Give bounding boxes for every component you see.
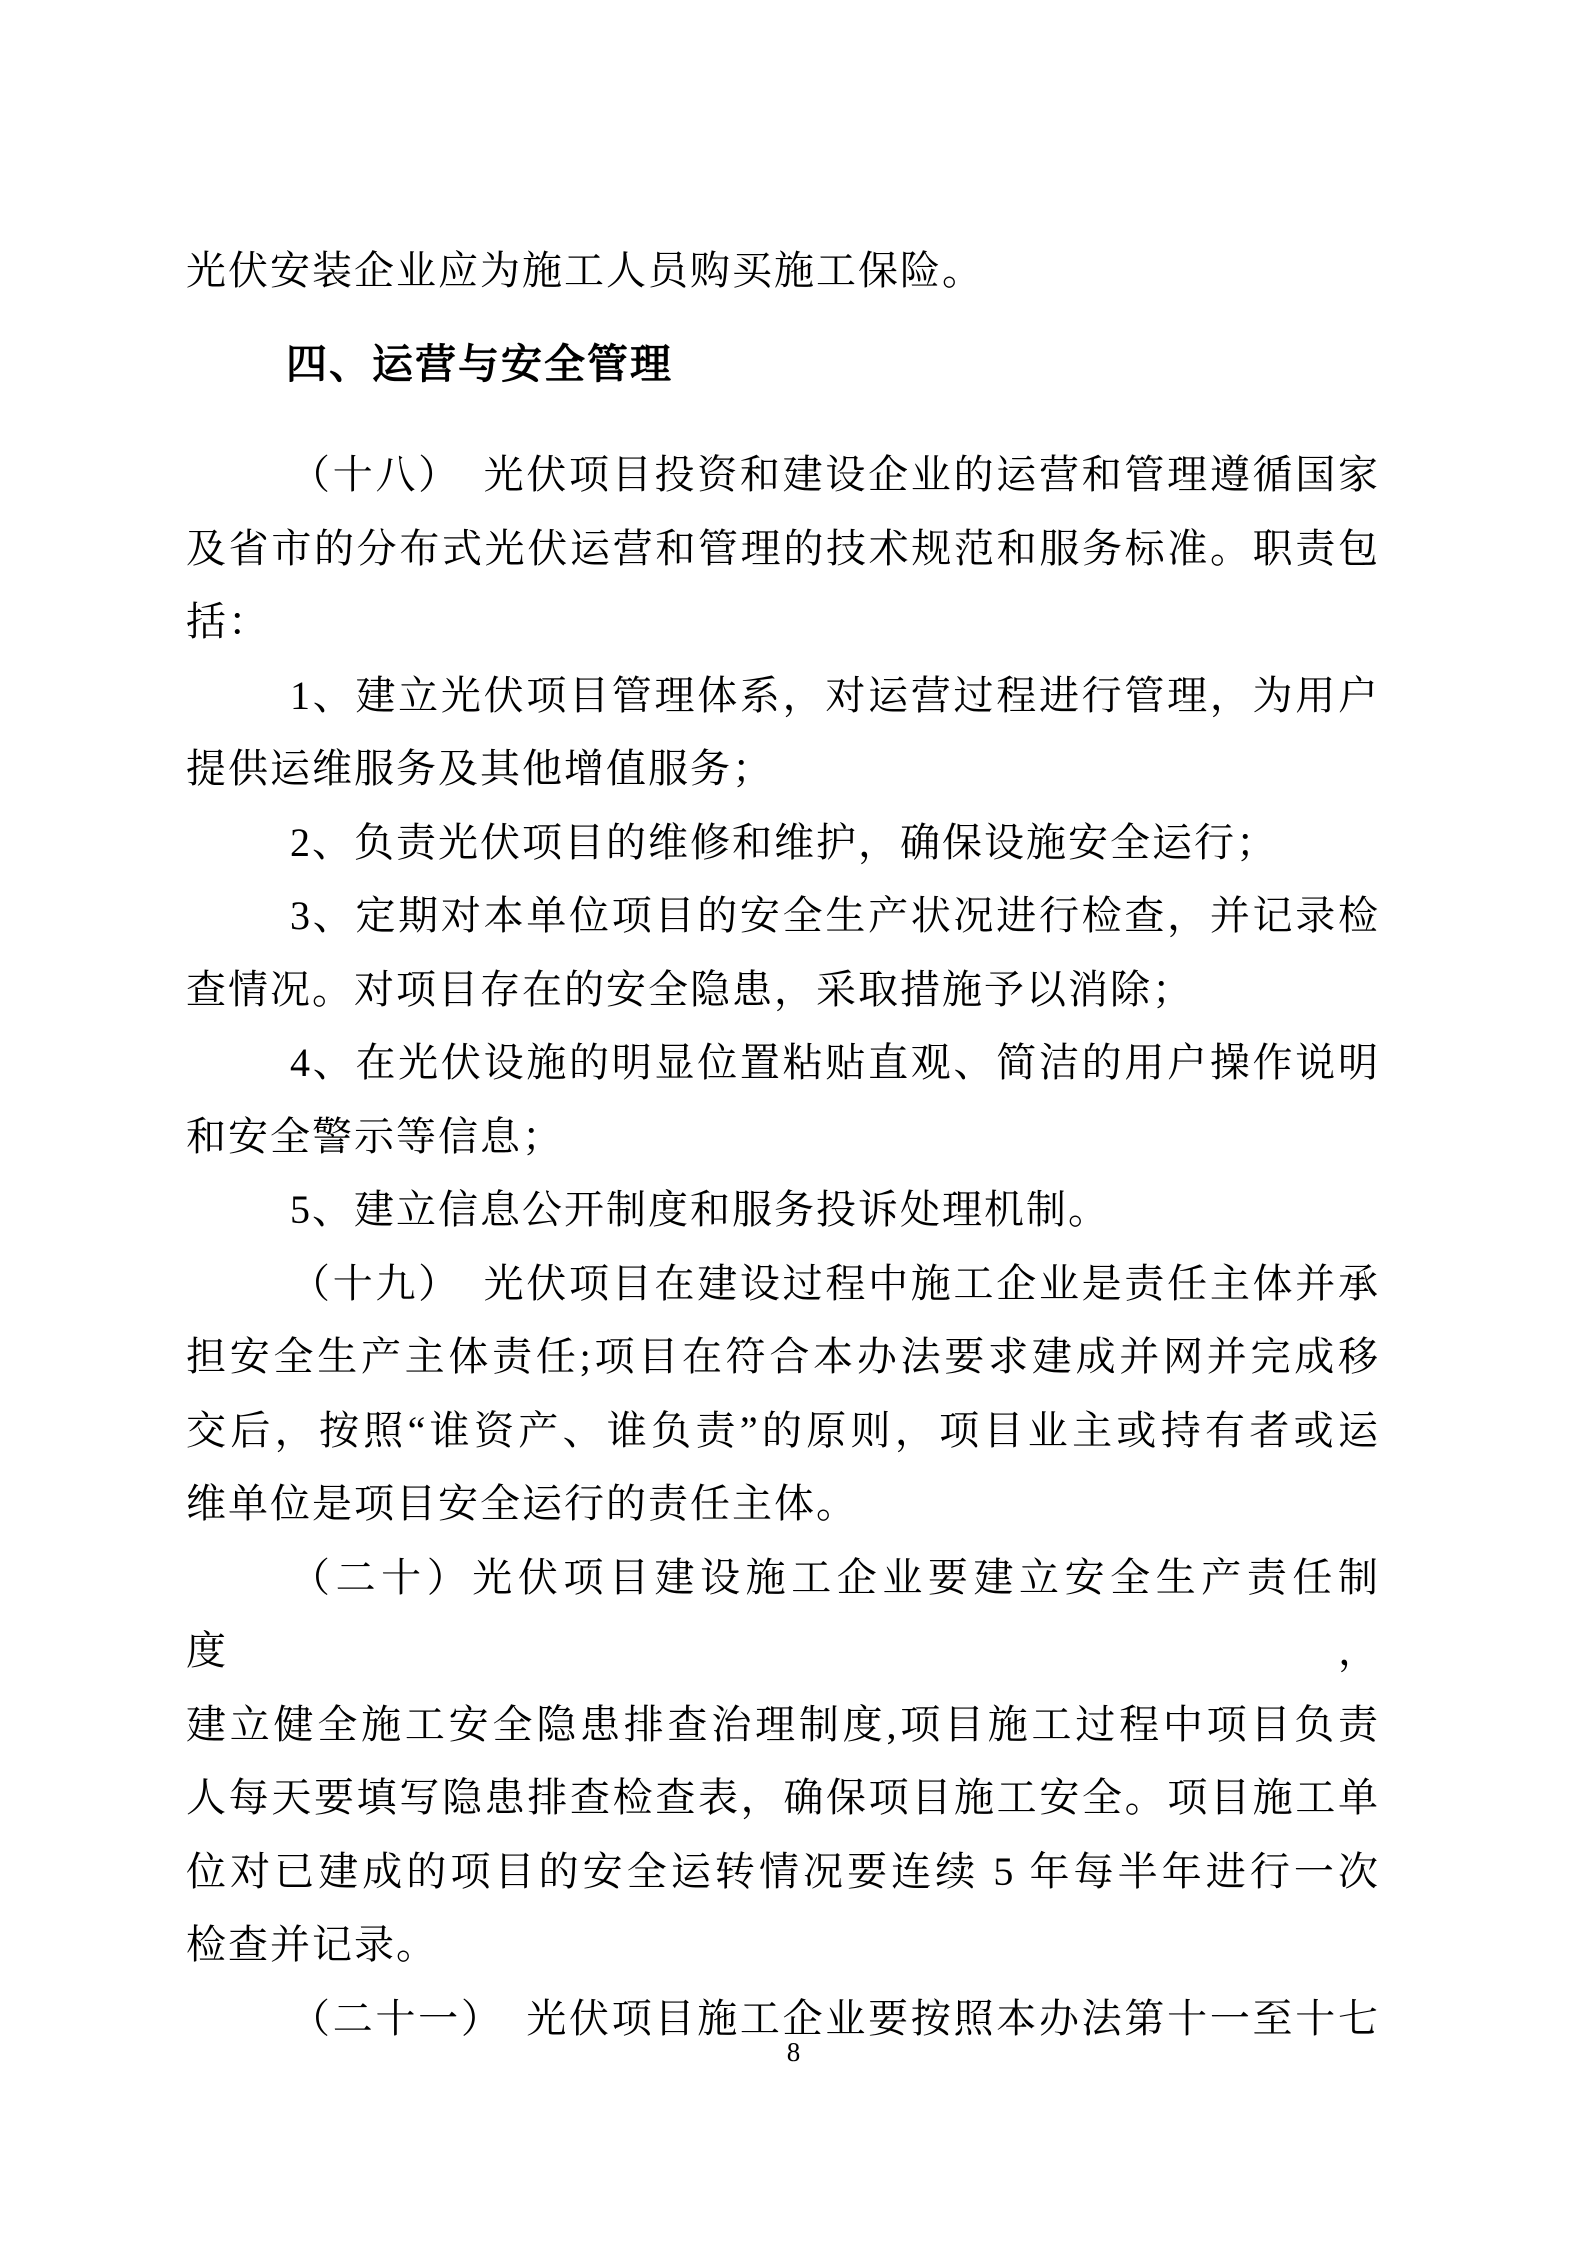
- body-line: 建立健全施工安全隐患排查治理制度,项目施工过程中项目负责: [186, 1701, 1380, 1747]
- body-line: 担安全生产主体责任;项目在符合本办法要求建成并网并完成移: [186, 1334, 1380, 1379]
- body-line: 3、定期对本单位项目的安全生产状况进行检查，并记录检: [290, 893, 1380, 938]
- body-line: 5、建立信息公开制度和服务投诉处理机制。: [290, 1187, 1110, 1232]
- body-line: 4、在光伏设施的明显位置粘贴直观、简洁的用户操作说明: [290, 1040, 1380, 1085]
- body-line: 人每天要填写隐患排查检查表，确保项目施工安全。项目施工单: [186, 1775, 1380, 1820]
- body-line: 位对已建成的项目的安全运转情况要连续 5 年每半年进行一次: [186, 1848, 1380, 1894]
- body-line: 光伏安装企业应为施工人员购买施工保险。: [186, 248, 984, 293]
- body-line: 和安全警示等信息；: [186, 1113, 564, 1159]
- body-line: （十九） 光伏项目在建设过程中施工企业是责任主体并承: [290, 1260, 1380, 1306]
- body-line: （二十）光伏项目建设施工企业要建立安全生产责任制度，: [186, 1554, 1380, 1673]
- body-line: 及省市的分布式光伏运营和管理的技术规范和服务标准。职责包: [186, 525, 1380, 571]
- body-line: 交后，按照“谁资产、谁负责”的原则，项目业主或持有者或运: [186, 1407, 1380, 1453]
- page-number: 8: [786, 2037, 801, 2067]
- body-line: 2、负责光伏项目的维修和维护，确保设施安全运行；: [290, 819, 1278, 865]
- document-body: [186, 234, 1380, 2055]
- body-line: （十八） 光伏项目投资和建设企业的运营和管理遵循国家: [290, 452, 1380, 497]
- body-line: 查情况。对项目存在的安全隐患，采取措施予以消除；: [186, 966, 1194, 1012]
- body-line: 检查并记录。: [186, 1922, 438, 1967]
- body-line: 括：: [186, 599, 270, 644]
- body-line: （二十一） 光伏项目施工企业要按照本办法第十一至十七: [290, 1995, 1380, 2041]
- body-line: 提供运维服务及其他增值服务；: [186, 746, 774, 791]
- body-line: 1、建立光伏项目管理体系，对运营过程进行管理，为用户: [290, 672, 1380, 718]
- section-heading: 四、运营与安全管理: [286, 340, 673, 387]
- body-line: 维单位是项目安全运行的责任主体。: [186, 1481, 858, 1526]
